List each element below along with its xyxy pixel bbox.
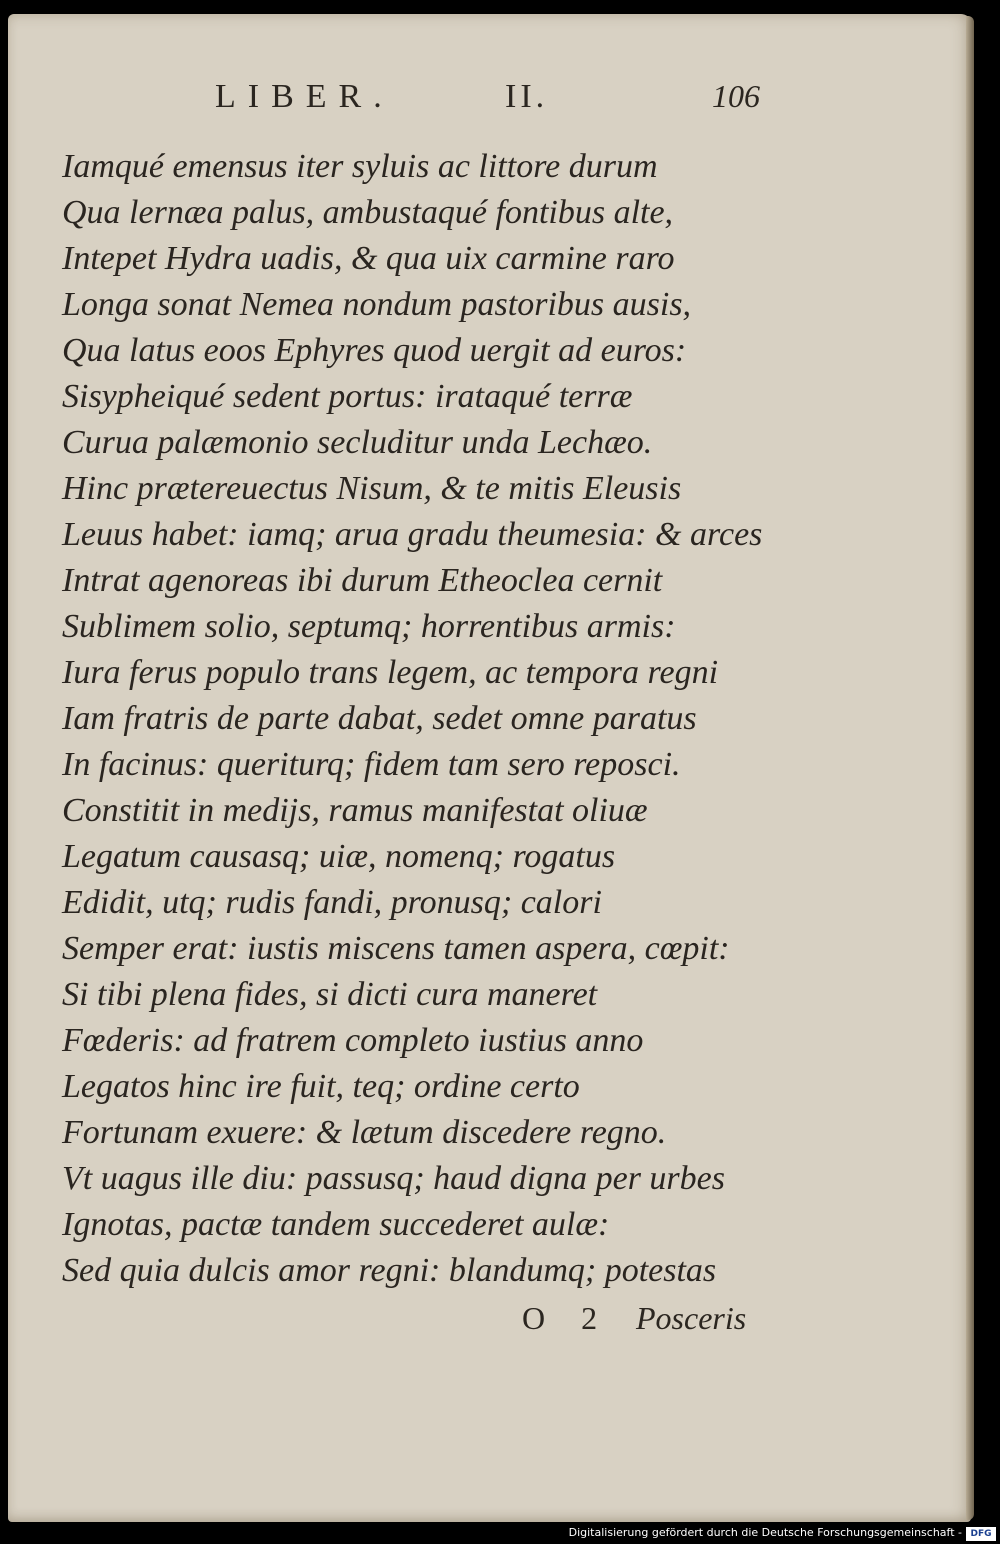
verse-line: Constitit in medijs, ramus manifestat oliuæ (62, 792, 648, 829)
verse-line: Iamqué emensus iter syluis ac littore durum (62, 148, 658, 185)
verse-line: Sublimem solio, septumq; horrentibus armis: (62, 608, 676, 645)
verse-line: Leuus habet: iamq; arua gradu theumesia: & arces (62, 516, 763, 553)
verse-line: Curua palæmonio secluditur unda Lechæo. (62, 424, 653, 461)
verse-line: Intepet Hydra uadis, & qua uix carmine raro (62, 240, 675, 277)
page-edge (966, 16, 974, 1520)
verse-line: Iura ferus populo trans legem, ac tempora regni (62, 654, 719, 691)
verse-line: Si tibi plena fides, si dicti cura maneret (62, 976, 598, 1013)
verse-line: Hinc prætereuectus Nisum, & te mitis Eleusis (62, 470, 682, 507)
verse-line: Intrat agenoreas ibi durum Etheoclea cernit (62, 562, 663, 599)
dfg-logo-icon: DFG (966, 1527, 996, 1541)
verse-line: Vt uagus ille diu: passusq; haud digna per urbes (62, 1160, 725, 1197)
book-number: II. (505, 78, 549, 115)
verse-line: Fœderis: ad fratrem completo iustius anno (62, 1022, 644, 1059)
verse-line: Longa sonat Nemea nondum pastoribus ausis, (62, 286, 692, 323)
verse-line: Edidit, utq; rudis fandi, pronusq; calori (62, 884, 602, 921)
verse-line: Sisypheiqué sedent portus: irataqué terræ (62, 378, 633, 415)
verse-line: Legatos hinc ire fuit, teq; ordine certo (62, 1068, 580, 1105)
verse-line: Fortunam exuere: & lætum discedere regno. (62, 1114, 667, 1151)
running-title: LIBER. (215, 78, 394, 115)
verse-line: Sed quia dulcis amor regni: blandumq; potestas (62, 1252, 717, 1289)
signature-mark: O 2 (522, 1300, 612, 1336)
verse-line: Iam fratris de parte dabat, sedet omne paratus (62, 700, 697, 737)
verse-line: Legatum causasq; uiæ, nomenq; rogatus (62, 838, 616, 875)
verse-line: In facinus: queriturq; fidem tam sero reposci. (62, 746, 681, 783)
digitization-notice: Digitalisierung gefördert durch die Deutsche Forschungsgemeinschaft - (568, 1526, 962, 1539)
page-number: 106 (712, 78, 760, 114)
catchword: Posceris (636, 1300, 747, 1336)
verse-text (62, 144, 763, 1294)
verse-line: Semper erat: iustis miscens tamen aspera, cœpit: (62, 930, 730, 967)
verse-line: Qua lernæa palus, ambustaqué fontibus alte, (62, 194, 674, 231)
verse-line: Ignotas, pactæ tandem succederet aulæ: (62, 1206, 610, 1243)
verse-line: Qua latus eoos Ephyres quod uergit ad euros: (62, 332, 687, 369)
